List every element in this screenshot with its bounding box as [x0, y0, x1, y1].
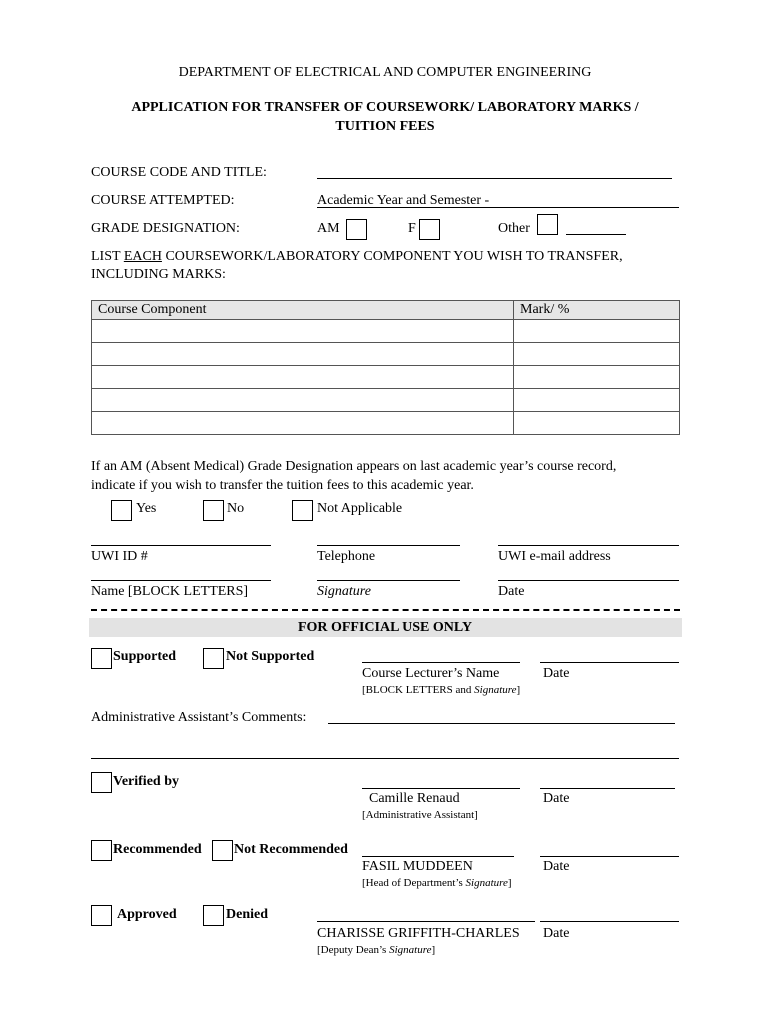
- form-title-line1: APPLICATION FOR TRANSFER OF COURSEWORK/ LABORATORY MARKS /: [131, 100, 639, 115]
- denied-checkbox[interactable]: [203, 905, 224, 926]
- list-instruction-line1: LIST EACH COURSEWORK/LABORATORY COMPONENT YOU WISH TO TRANSFER,: [91, 249, 623, 264]
- signature-label: Signature: [317, 584, 371, 599]
- table-row: [92, 389, 680, 412]
- name-input-line[interactable]: [91, 580, 271, 581]
- grade-designation-label: GRADE DESIGNATION:: [91, 221, 240, 236]
- table-header-row: [92, 301, 680, 320]
- hod-note: [Head of Department’s Signature]: [362, 877, 512, 889]
- yes-checkbox[interactable]: [111, 500, 132, 521]
- component-cell[interactable]: [92, 389, 514, 412]
- academic-year-label: Academic Year and Semester -: [317, 193, 490, 208]
- email-input-line[interactable]: [498, 545, 679, 546]
- dean-signature-line[interactable]: [317, 921, 535, 922]
- yes-label: Yes: [136, 501, 157, 516]
- admin-role: [Administrative Assistant]: [362, 809, 478, 821]
- am-question-line1: If an AM (Absent Medical) Grade Designation appears on last academic year’s course record,: [91, 459, 617, 474]
- not-applicable-checkbox[interactable]: [292, 500, 313, 521]
- cut-line-divider: [91, 609, 680, 611]
- email-label: UWI e-mail address: [498, 549, 611, 564]
- telephone-input-line[interactable]: [317, 545, 460, 546]
- am-question-line2: indicate if you wish to transfer the tuition fees to this academic year.: [91, 478, 474, 493]
- course-components-table: [91, 300, 680, 435]
- official-use-heading: FOR OFFICIAL USE ONLY: [297, 620, 473, 635]
- admin-date-label: Date: [543, 791, 570, 806]
- grade-other-label: Other: [498, 221, 530, 236]
- course-attempted-label: COURSE ATTEMPTED:: [91, 193, 235, 208]
- verified-by-label: Verified by: [113, 774, 179, 789]
- grade-other-input-line[interactable]: [566, 234, 626, 235]
- grade-am-label: AM: [317, 221, 340, 236]
- lecturer-signature-line[interactable]: [362, 662, 520, 663]
- not-supported-label: Not Supported: [226, 649, 315, 664]
- admin-name: Camille Renaud: [369, 791, 460, 806]
- table-row: [92, 343, 680, 366]
- department-heading: DEPARTMENT OF ELECTRICAL AND COMPUTER ENGINEERING: [178, 65, 592, 80]
- dean-date-line[interactable]: [540, 921, 679, 922]
- grade-f-checkbox[interactable]: [419, 219, 440, 240]
- component-cell[interactable]: [92, 343, 514, 366]
- recommended-checkbox[interactable]: [91, 840, 112, 861]
- date-label: Date: [498, 584, 525, 599]
- signature-input-line[interactable]: [317, 580, 460, 581]
- mark-cell[interactable]: [514, 343, 680, 366]
- verified-checkbox[interactable]: [91, 772, 112, 793]
- lecturer-note: [BLOCK LETTERS and Signature]: [362, 684, 521, 696]
- approved-checkbox[interactable]: [91, 905, 112, 926]
- supported-label: Supported: [113, 649, 177, 664]
- table-row: [92, 320, 680, 343]
- mark-cell[interactable]: [514, 320, 680, 343]
- course-code-input-line[interactable]: [317, 178, 672, 179]
- component-cell[interactable]: [92, 320, 514, 343]
- hod-name: FASIL MUDDEEN: [362, 859, 473, 874]
- not-supported-checkbox[interactable]: [203, 648, 224, 669]
- not-applicable-label: Not Applicable: [317, 501, 403, 516]
- dean-date-label: Date: [543, 926, 570, 941]
- admin-date-line[interactable]: [540, 788, 675, 789]
- mark-cell[interactable]: [514, 366, 680, 389]
- not-recommended-checkbox[interactable]: [212, 840, 233, 861]
- dean-name: CHARISSE GRIFFITH-CHARLES: [317, 926, 520, 941]
- no-checkbox[interactable]: [203, 500, 224, 521]
- lecturer-date-line[interactable]: [540, 662, 679, 663]
- form-title-line2: TUITION FEES: [335, 119, 435, 134]
- list-instruction-line2: INCLUDING MARKS:: [91, 267, 226, 282]
- admin-comments-label: Administrative Assistant’s Comments:: [91, 710, 307, 725]
- component-cell[interactable]: [92, 412, 514, 435]
- grade-other-checkbox[interactable]: [537, 214, 558, 235]
- mark-cell[interactable]: [514, 412, 680, 435]
- lecturer-date-label: Date: [543, 666, 570, 681]
- dean-note: [Deputy Dean’s Signature]: [317, 944, 436, 956]
- hod-date-label: Date: [543, 859, 570, 874]
- lecturer-name-label: Course Lecturer’s Name: [362, 666, 500, 681]
- academic-year-input-line[interactable]: [317, 207, 679, 208]
- telephone-label: Telephone: [317, 549, 376, 564]
- column-header-course-component: Course Component: [92, 301, 514, 320]
- name-label: Name [BLOCK LETTERS]: [91, 584, 249, 599]
- table-row: [92, 366, 680, 389]
- date-input-line[interactable]: [498, 580, 679, 581]
- approved-label: Approved: [117, 907, 177, 922]
- uwi-id-input-line[interactable]: [91, 545, 271, 546]
- grade-f-label: F: [408, 221, 416, 236]
- table-row: [92, 412, 680, 435]
- no-label: No: [227, 501, 245, 516]
- hod-date-line[interactable]: [540, 856, 679, 857]
- grade-am-checkbox[interactable]: [346, 219, 367, 240]
- denied-label: Denied: [226, 907, 268, 922]
- recommended-label: Recommended: [113, 842, 202, 857]
- component-cell[interactable]: [92, 366, 514, 389]
- admin-comments-line1[interactable]: [328, 723, 675, 724]
- course-code-label: COURSE CODE AND TITLE:: [91, 165, 267, 180]
- hod-signature-line[interactable]: [362, 856, 514, 857]
- supported-checkbox[interactable]: [91, 648, 112, 669]
- column-header-mark: Mark/ %: [514, 301, 680, 320]
- admin-comments-line2[interactable]: [91, 758, 679, 759]
- admin-signature-line[interactable]: [362, 788, 520, 789]
- mark-cell[interactable]: [514, 389, 680, 412]
- not-recommended-label: Not Recommended: [234, 842, 348, 857]
- uwi-id-label: UWI ID #: [91, 549, 148, 564]
